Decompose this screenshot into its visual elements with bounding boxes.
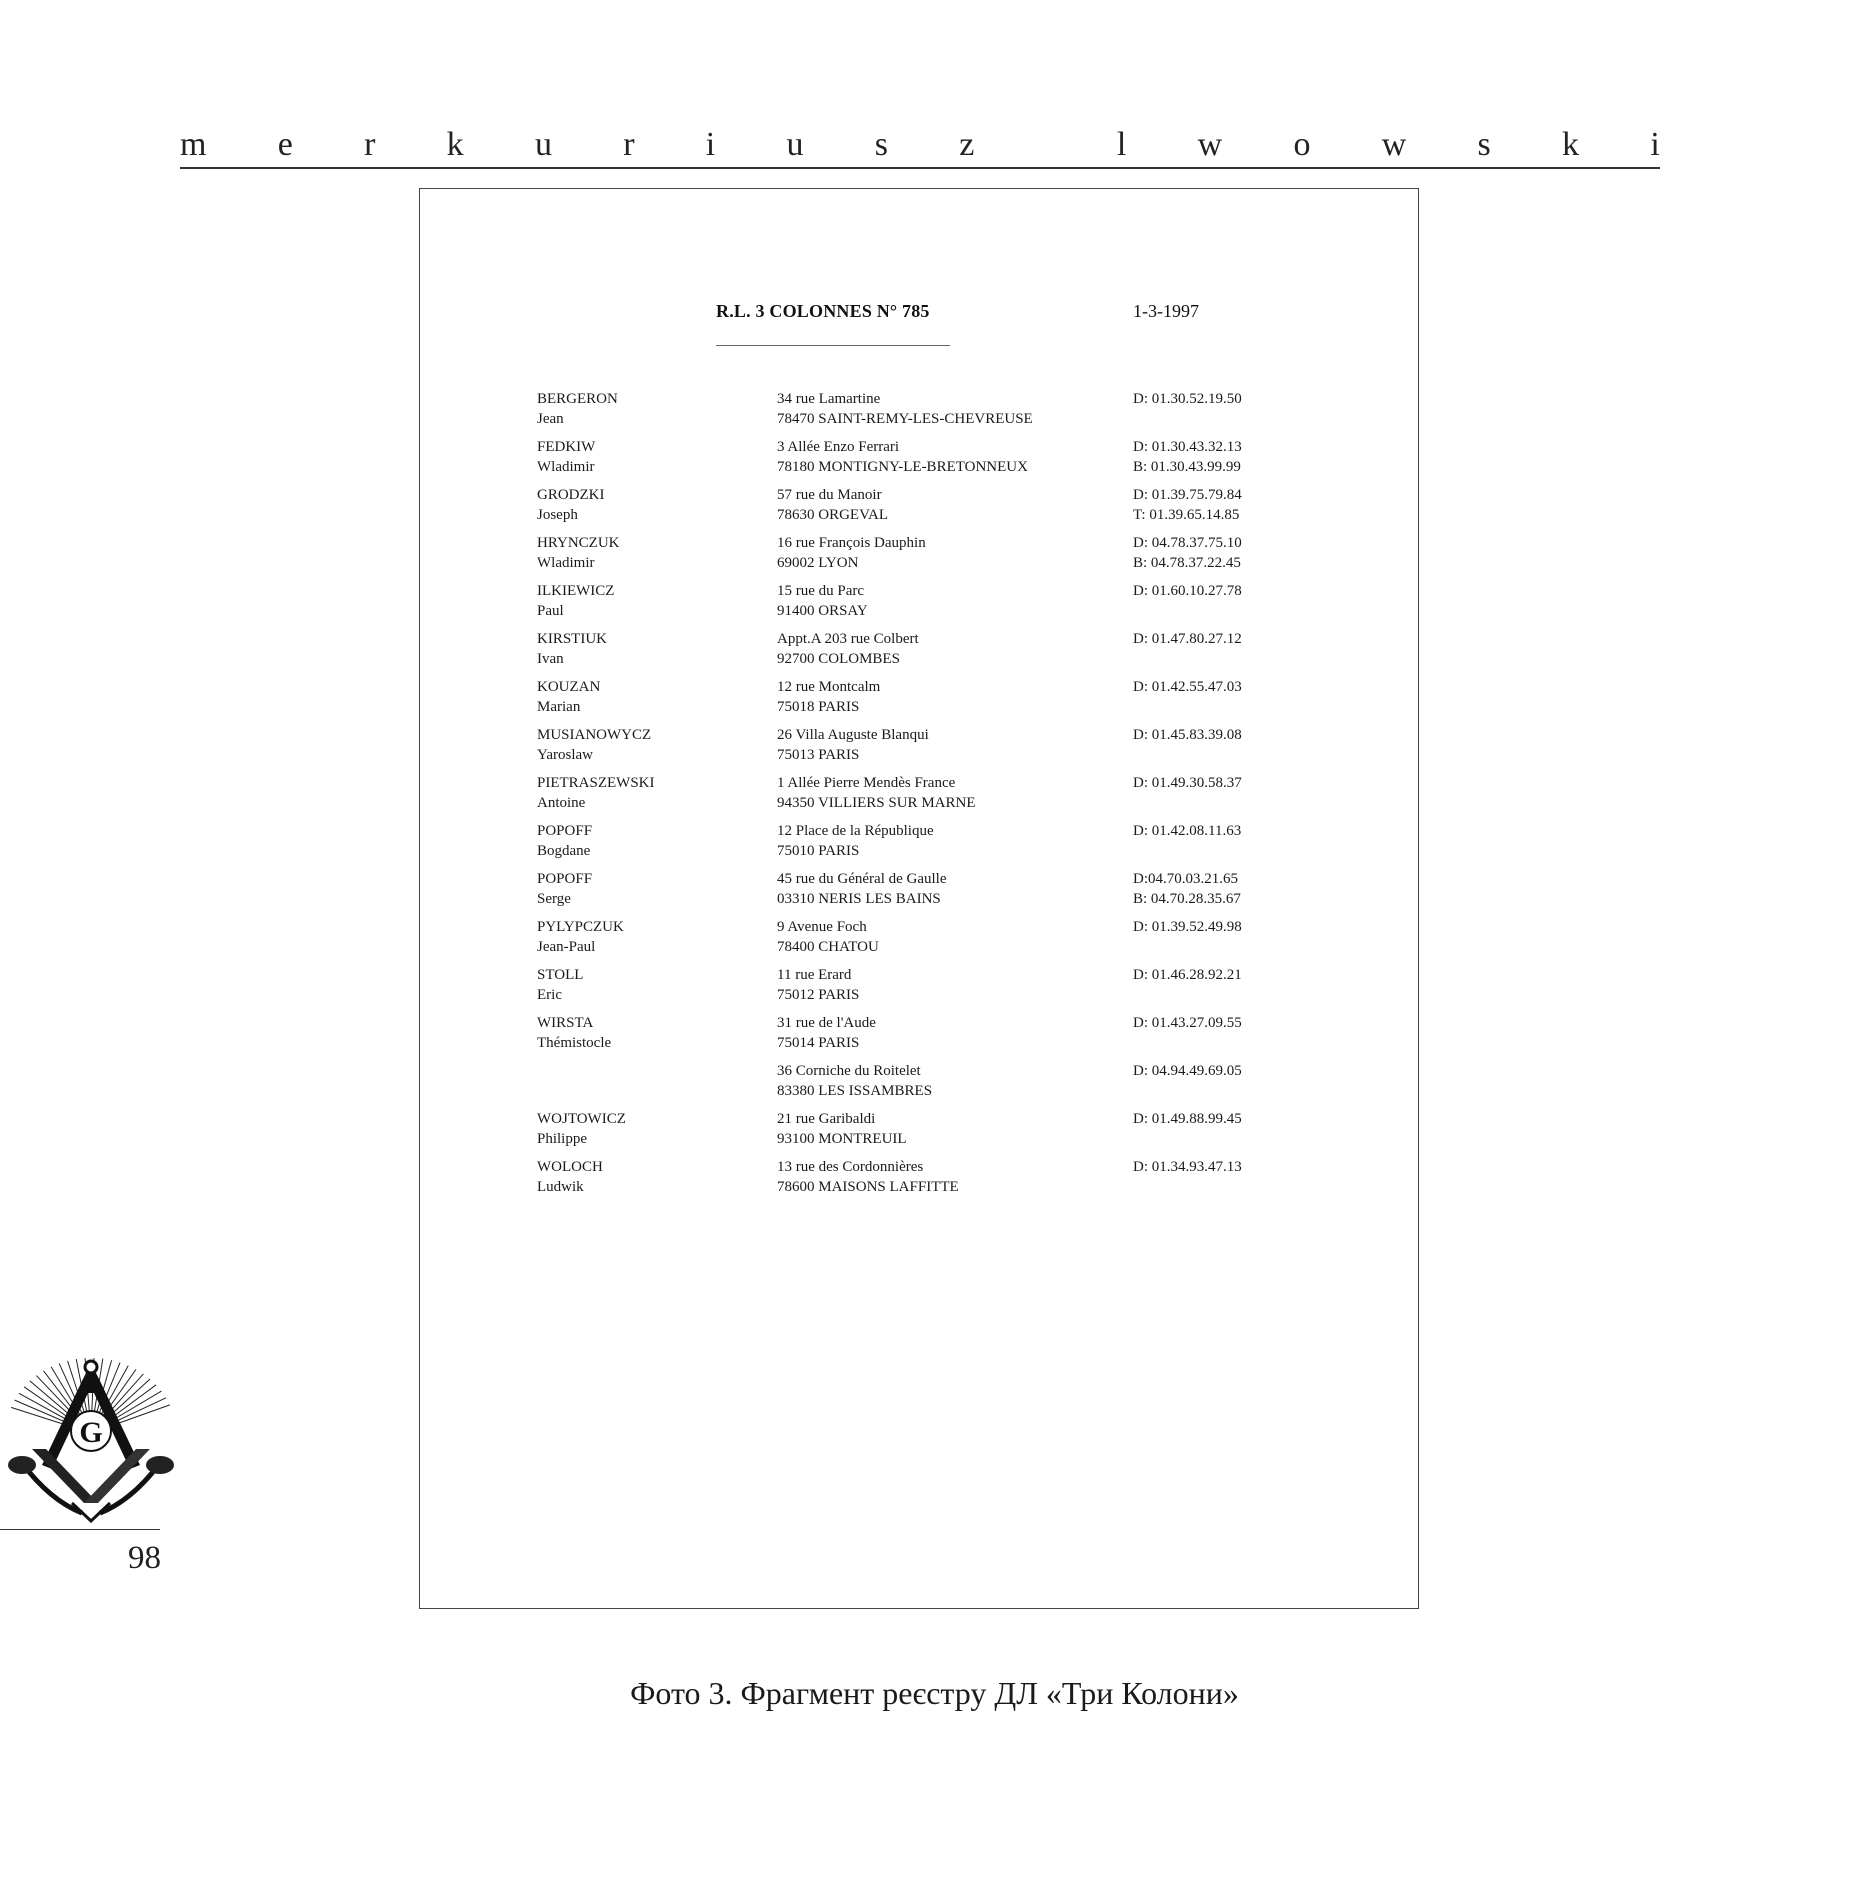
- member-phone-line: D:04.70.03.21.65: [1133, 871, 1238, 887]
- header-letter: i: [705, 126, 716, 163]
- header-letter: z: [959, 126, 975, 163]
- member-address: [777, 630, 919, 669]
- member-name: [537, 774, 655, 813]
- document-title-underline: [716, 345, 950, 346]
- header-letter: w: [1197, 126, 1223, 163]
- member-phone-line: D: 04.78.37.75.10: [1133, 535, 1242, 551]
- masonic-square-compasses-icon: [2, 1353, 180, 1523]
- member-phone: [1133, 1014, 1242, 1053]
- member-phone-line: D: 01.45.83.39.08: [1133, 727, 1242, 743]
- member-name: [537, 966, 583, 1005]
- member-name: [537, 534, 620, 573]
- member-name-line: Eric: [537, 986, 562, 1003]
- member-name-line: Ivan: [537, 650, 564, 667]
- roster-entry: [537, 630, 1297, 670]
- member-phone: [1133, 870, 1241, 909]
- member-phone: [1133, 1110, 1242, 1149]
- member-address-line: 36 Corniche du Roitelet: [777, 1063, 921, 1079]
- member-address-line: 83380 LES ISSAMBRES: [777, 1082, 933, 1099]
- member-address-line: 57 rue du Manoir: [777, 487, 882, 503]
- member-name: [537, 582, 614, 621]
- member-phone: [1133, 390, 1242, 429]
- member-phone-line: D: 01.30.52.19.50: [1133, 391, 1242, 407]
- member-phone-line: B: 04.70.28.35.67: [1133, 890, 1241, 907]
- member-address-line: 92700 COLOMBES: [777, 650, 900, 667]
- member-phone-line: T: 01.39.65.14.85: [1133, 506, 1240, 523]
- member-phone: [1133, 438, 1242, 477]
- member-phone-line: D: 01.42.55.47.03: [1133, 679, 1242, 695]
- member-phone-line: D: 01.60.10.27.78: [1133, 583, 1242, 599]
- member-name: [537, 486, 605, 525]
- member-name-line: Yaroslaw: [537, 746, 593, 763]
- member-address: [777, 486, 888, 525]
- member-name-line: FEDKIW: [537, 439, 596, 455]
- member-address: [777, 1062, 932, 1101]
- emblem-letter: G: [79, 1416, 103, 1449]
- header-letter: o: [1293, 126, 1311, 163]
- member-address-line: 12 rue Montcalm: [777, 679, 881, 695]
- member-name: [537, 1110, 626, 1149]
- member-name-line: Jean-Paul: [537, 938, 596, 955]
- member-address: [777, 678, 880, 717]
- member-address-line: 9 Avenue Foch: [777, 919, 867, 935]
- member-phone-line: [1133, 1130, 1242, 1150]
- member-phone-line: [1133, 410, 1242, 430]
- member-phone-line: [1133, 938, 1242, 958]
- member-address-line: 78630 ORGEVAL: [777, 506, 888, 523]
- member-address-line: 78470 SAINT-REMY-LES-CHEVREUSE: [777, 410, 1033, 427]
- member-address-line: 75010 PARIS: [777, 842, 860, 859]
- member-name: [537, 390, 618, 429]
- running-header: [180, 126, 1660, 164]
- member-phone-line: B: 01.30.43.99.99: [1133, 458, 1241, 475]
- member-address-line: 11 rue Erard: [777, 967, 852, 983]
- member-name-line: BERGERON: [537, 391, 618, 407]
- member-phone: [1133, 822, 1241, 861]
- member-phone: [1133, 774, 1242, 813]
- member-name-line: Serge: [537, 890, 571, 907]
- member-name: [537, 630, 607, 669]
- member-name-line: Bogdane: [537, 842, 591, 859]
- member-address-line: 69002 LYON: [777, 554, 859, 571]
- member-name: [537, 1158, 603, 1197]
- member-name: [537, 726, 651, 765]
- member-name-line: Philippe: [537, 1130, 588, 1147]
- member-name-line: PIETRASZEWSKI: [537, 775, 655, 791]
- member-name: [537, 1014, 611, 1053]
- member-phone-line: D: 01.42.08.11.63: [1133, 823, 1242, 839]
- member-name-line: Marian: [537, 698, 581, 715]
- document-date: 1-3-1997: [1133, 301, 1199, 321]
- member-name: [537, 918, 624, 957]
- member-address: [777, 1014, 876, 1053]
- member-address-line: 15 rue du Parc: [777, 583, 865, 599]
- header-letter: i: [1650, 126, 1660, 163]
- member-address: [777, 438, 1028, 477]
- member-phone: [1133, 582, 1242, 621]
- member-address-line: 31 rue de l'Aude: [777, 1015, 876, 1031]
- roster-entry: [537, 1014, 1297, 1054]
- member-address: [777, 774, 976, 813]
- member-address-line: 03310 NERIS LES BAINS: [777, 890, 941, 907]
- member-name-line: Antoine: [537, 794, 586, 811]
- member-phone-line: D: 01.46.28.92.21: [1133, 967, 1242, 983]
- member-address: [777, 726, 929, 765]
- member-address-line: 26 Villa Auguste Blanqui: [777, 727, 929, 743]
- member-address-line: 93100 MONTREUIL: [777, 1130, 907, 1147]
- member-name: [537, 822, 592, 861]
- member-address-line: 75012 PARIS: [777, 986, 860, 1003]
- member-address-line: 34 rue Lamartine: [777, 391, 881, 407]
- member-phone-line: [1133, 842, 1241, 862]
- figure-caption: Фото 3. Фрагмент реєстру ДЛ «Три Колони»: [630, 1675, 1239, 1711]
- member-address-line: 94350 VILLIERS SUR MARNE: [777, 794, 976, 811]
- document-title: R.L. 3 COLONNES N° 785: [716, 301, 930, 321]
- member-phone-line: D: 01.43.27.09.55: [1133, 1015, 1242, 1031]
- member-phone-line: [1133, 698, 1242, 718]
- member-phone-line: [1133, 1034, 1242, 1054]
- member-address: [777, 582, 868, 621]
- roster-entry: [537, 726, 1297, 766]
- member-phone-line: D: 01.49.88.99.45: [1133, 1111, 1242, 1127]
- header-letter: k: [1562, 126, 1580, 163]
- roster-entry: [537, 870, 1297, 910]
- member-address-line: 16 rue François Dauphin: [777, 535, 926, 551]
- member-phone-line: [1133, 1178, 1242, 1198]
- header-letter: e: [277, 126, 293, 163]
- member-name-line: WOJTOWICZ: [537, 1111, 626, 1127]
- member-address: [777, 390, 1033, 429]
- header-letter: r: [623, 126, 635, 163]
- header-letter: u: [534, 126, 552, 163]
- member-phone-line: D: 01.49.30.58.37: [1133, 775, 1242, 791]
- member-phone-line: D: 01.39.52.49.98: [1133, 919, 1242, 935]
- member-address-line: 78180 MONTIGNY-LE-BRETONNEUX: [777, 458, 1028, 475]
- header-letter: k: [446, 126, 464, 163]
- member-name-line: POPOFF: [537, 823, 593, 839]
- roster-entry: [537, 1158, 1297, 1198]
- member-phone-line: D: 01.34.93.47.13: [1133, 1159, 1242, 1175]
- roster-entry: [537, 390, 1297, 430]
- member-name: [537, 678, 600, 717]
- member-name-line: KOUZAN: [537, 679, 601, 695]
- member-address-line: 78400 CHATOU: [777, 938, 879, 955]
- roster-entry: [537, 678, 1297, 718]
- header-letter: u: [786, 126, 804, 163]
- member-phone-line: [1133, 1082, 1242, 1102]
- member-address: [777, 534, 926, 573]
- header-letter: s: [874, 126, 889, 163]
- member-phone: [1133, 966, 1242, 1005]
- member-address: [777, 918, 879, 957]
- member-name-line: Paul: [537, 602, 564, 619]
- page-number-rule: [0, 1529, 160, 1530]
- member-address-line: 13 rue des Cordonnières: [777, 1159, 924, 1175]
- member-phone-line: [1133, 650, 1242, 670]
- member-address-line: 75018 PARIS: [777, 698, 860, 715]
- member-address: [777, 870, 947, 909]
- roster-entry: [537, 486, 1297, 526]
- member-name-line: KIRSTIUK: [537, 631, 607, 647]
- member-name-line: STOLL: [537, 967, 584, 983]
- roster-entry: [537, 822, 1297, 862]
- scanned-document: [419, 188, 1419, 1609]
- member-address: [777, 1110, 907, 1149]
- member-phone-line: [1133, 986, 1242, 1006]
- member-phone-line: [1133, 794, 1242, 814]
- member-name-line: GRODZKI: [537, 487, 605, 503]
- member-address: [777, 822, 934, 861]
- member-address-line: 3 Allée Enzo Ferrari: [777, 439, 900, 455]
- roster-entry: [537, 1062, 1297, 1102]
- member-address-line: 78600 MAISONS LAFFITTE: [777, 1178, 959, 1195]
- member-name-line: WIRSTA: [537, 1015, 594, 1031]
- member-phone-line: D: 01.30.43.32.13: [1133, 439, 1242, 455]
- member-address-line: 75013 PARIS: [777, 746, 860, 763]
- member-phone-line: D: 01.47.80.27.12: [1133, 631, 1242, 647]
- member-phone: [1133, 678, 1242, 717]
- member-phone-line: D: 01.39.75.79.84: [1133, 487, 1242, 503]
- member-phone: [1133, 486, 1242, 525]
- member-address-line: 91400 ORSAY: [777, 602, 868, 619]
- header-rule: [180, 167, 1660, 169]
- member-phone: [1133, 1062, 1242, 1101]
- roster-entry: [537, 534, 1297, 574]
- member-name: [537, 438, 595, 477]
- member-name: [537, 870, 592, 909]
- member-address-line: 21 rue Garibaldi: [777, 1111, 876, 1127]
- member-phone: [1133, 630, 1242, 669]
- member-name-line: Thémistocle: [537, 1034, 612, 1051]
- member-name-line: WOLOCH: [537, 1159, 603, 1175]
- roster-entry: [537, 966, 1297, 1006]
- member-address-line: Appt.A 203 rue Colbert: [777, 631, 919, 647]
- member-name-line: Wladimir: [537, 458, 595, 475]
- header-letter: s: [1477, 126, 1491, 163]
- roster-entry: [537, 918, 1297, 958]
- member-name-line: PYLYPCZUK: [537, 919, 624, 935]
- member-name-line: HRYNCZUK: [537, 535, 620, 551]
- member-name-line: Ludwik: [537, 1178, 584, 1195]
- member-phone-line: B: 04.78.37.22.45: [1133, 554, 1241, 571]
- member-name-line: Wladimir: [537, 554, 595, 571]
- roster-entry: [537, 774, 1297, 814]
- member-phone: [1133, 1158, 1242, 1197]
- member-name-line: ILKIEWICZ: [537, 583, 615, 599]
- roster-entry: [537, 582, 1297, 622]
- member-name-line: Jean: [537, 410, 564, 427]
- member-phone: [1133, 918, 1242, 957]
- member-phone-line: [1133, 746, 1242, 766]
- member-phone: [1133, 726, 1242, 765]
- member-address: [777, 1158, 959, 1197]
- roster-entry: [537, 1110, 1297, 1150]
- member-phone-line: D: 04.94.49.69.05: [1133, 1063, 1242, 1079]
- member-name-line: MUSIANOWYCZ: [537, 727, 652, 743]
- header-letter: l: [1116, 126, 1127, 163]
- member-name-line: Joseph: [537, 506, 578, 523]
- member-address-line: 1 Allée Pierre Mendès France: [777, 775, 956, 791]
- member-address: [777, 966, 859, 1005]
- member-address-line: 12 Place de la République: [777, 823, 934, 839]
- member-address-line: 75014 PARIS: [777, 1034, 860, 1051]
- member-phone-line: [1133, 602, 1242, 622]
- roster-entry: [537, 438, 1297, 478]
- page-number: 98: [128, 1540, 161, 1576]
- header-letter: w: [1381, 126, 1407, 163]
- member-name-line: POPOFF: [537, 871, 593, 887]
- header-letter: m: [180, 126, 207, 163]
- member-address-line: 45 rue du Général de Gaulle: [777, 871, 947, 887]
- header-letter: r: [364, 126, 376, 163]
- member-phone: [1133, 534, 1242, 573]
